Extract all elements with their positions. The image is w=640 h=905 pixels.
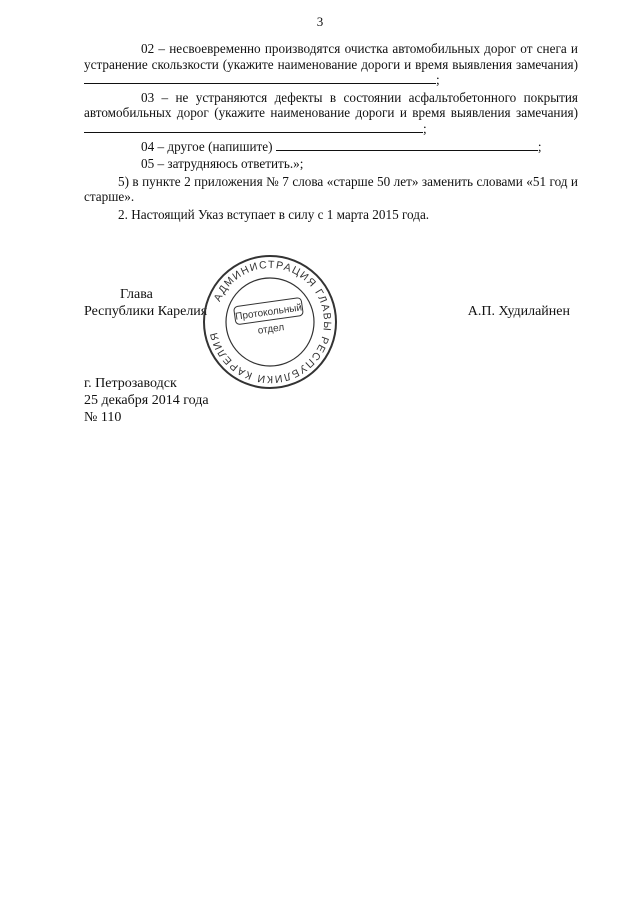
place: г. Петрозаводск — [84, 376, 177, 391]
paragraph-05: 05 – затрудняюсь ответить.»; — [141, 156, 304, 172]
fill-in-line — [84, 72, 436, 84]
paragraph-04-text: 04 – другое (напишите) — [141, 138, 273, 154]
fill-in-line — [276, 139, 538, 151]
signatory-title-line-2: Республики Карелия — [84, 304, 208, 319]
seal-ring-text: АДМИНИСТРАЦИЯ ГЛАВЫ РЕСПУБЛИКИ КАРЕЛИЯ — [207, 258, 334, 386]
paragraph-04-end: ; — [537, 138, 542, 154]
paragraph-04 — [84, 139, 578, 155]
paragraph-03-end: ; — [423, 120, 427, 136]
paragraph-03-text: 03 – не устраняются дефекты в состоянии асфальтобетонного покрытия автомобильных дорог (укажите наименование дороги и время выявления замечания) — [84, 89, 578, 121]
paragraph-03 — [84, 90, 578, 137]
item-5: 5) в пункте 2 приложения № 7 слова «старше 50 лет» заменить словами «51 год и старше». — [84, 173, 578, 205]
place-date-block — [84, 375, 209, 426]
page-number: 3 — [316, 14, 324, 29]
fill-in-line — [84, 121, 423, 133]
signatory-title-line-1: Глава — [120, 287, 153, 302]
signatory-name: А.П. Худилайнен — [467, 304, 570, 319]
seal-center-line-2: отдел — [257, 322, 285, 337]
paragraph-02-end: ; — [436, 72, 440, 88]
document-body — [84, 41, 578, 223]
seal-center-line-1: Протокольный — [234, 302, 303, 323]
item-2: 2. Настоящий Указ вступает в силу с 1 марта 2015 года. — [118, 206, 430, 222]
date: 25 декабря 2014 года — [84, 393, 209, 408]
decree-number: № 110 — [84, 410, 122, 425]
paragraph-02 — [84, 41, 578, 88]
official-seal — [200, 252, 340, 392]
seal-outer-ring — [204, 256, 336, 388]
paragraph-02-text: 02 – несвоевременно производятся очистка автомобильных дорог от снега и устранение скользкости (укажите наименование дороги и время выявления замечания) — [84, 41, 578, 72]
